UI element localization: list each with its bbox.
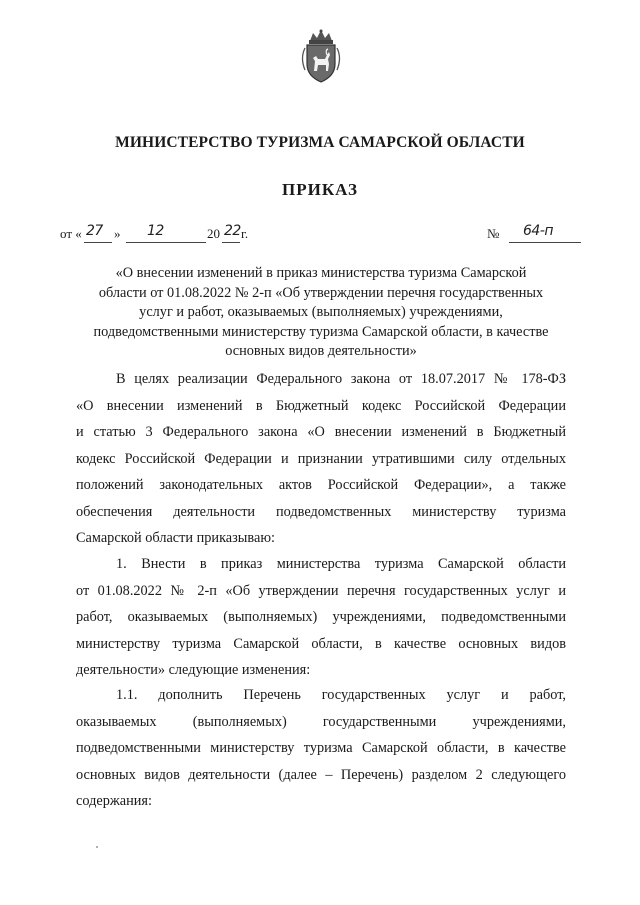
order-subject	[92, 264, 550, 362]
subject-line: подведомственными министерству туризма Самарской области, в качестве	[93, 323, 549, 340]
date-quote-close: »	[114, 226, 121, 241]
text-line: «О внесении изменений в Бюджетный кодекс Российской Федерации	[76, 397, 566, 414]
paragraph-item-1	[76, 551, 566, 684]
text-line: работ, оказываемых (выполняемых) учреждениями, подведомственными	[76, 609, 566, 625]
text-line: основных видов деятельности (далее – Перечень) разделом 2 следующего	[76, 766, 566, 783]
text-line: 1.1. дополнить Перечень государственных услуг и работ,	[116, 687, 566, 703]
document-type: ПРИКАЗ	[282, 180, 358, 199]
text-line: 1. Внести в приказ министерства туризма Самарской области	[116, 556, 566, 572]
number-label: №	[487, 226, 500, 241]
subject-line: услуг и работ, оказываемых (выполняемых) учреждениями,	[139, 304, 503, 320]
subject-line: области от 01.08.2022 № 2-п «Об утверждении перечня государственных	[98, 284, 544, 301]
text-line: и статью 3 Федерального закона «О внесении изменений в Бюджетный	[76, 424, 566, 440]
paragraph-item-1-1	[76, 682, 566, 815]
paragraph-preamble	[76, 366, 566, 552]
subject-line: «О внесении изменений в приказ министерства туризма Самарской	[115, 265, 527, 281]
text-line: В целях реализации Федерального закона от 18.07.2017 № 178-ФЗ	[116, 371, 566, 387]
date-line	[60, 225, 280, 247]
ministry-name: МИНИСТЕРСТВО ТУРИЗМА САМАРСКОЙ ОБЛАСТИ	[115, 134, 525, 151]
date-year-prefix: 20	[207, 226, 220, 241]
date-day: 27	[86, 223, 103, 239]
text-line: содержания:	[76, 793, 152, 809]
text-line: министерству туризма Самарской области, в качестве основных видов	[76, 635, 566, 652]
text-line: положений законодательных актов Российской Федерации», а также	[76, 477, 566, 493]
text-line: обеспечения деятельности подведомственных министерству туризма	[76, 503, 566, 520]
text-line: деятельности» следующие изменения:	[76, 662, 311, 678]
date-prefix: от «	[60, 226, 82, 241]
text-line: подведомственными министерству туризма Самарской области, в качестве	[76, 740, 566, 756]
text-line: от 01.08.2022 № 2-п «Об утверждении перечня государственных услуг и	[76, 582, 566, 599]
text-line: Самарской области приказываю:	[76, 530, 275, 546]
number-line	[487, 225, 587, 247]
date-year-mark: г.	[241, 226, 249, 241]
number-value: 64-п	[523, 223, 554, 239]
text-line: оказываемых (выполняемых) государственными учреждениями,	[76, 713, 566, 730]
samara-coat-of-arms-icon	[298, 28, 344, 84]
scan-speck	[96, 846, 98, 848]
date-year-suffix: 22	[224, 223, 241, 239]
subject-line: основных видов деятельности»	[225, 343, 417, 359]
text-line: кодекс Российской Федерации и признании утратившими силу отдельных	[76, 450, 566, 467]
date-month: 12	[147, 223, 164, 239]
